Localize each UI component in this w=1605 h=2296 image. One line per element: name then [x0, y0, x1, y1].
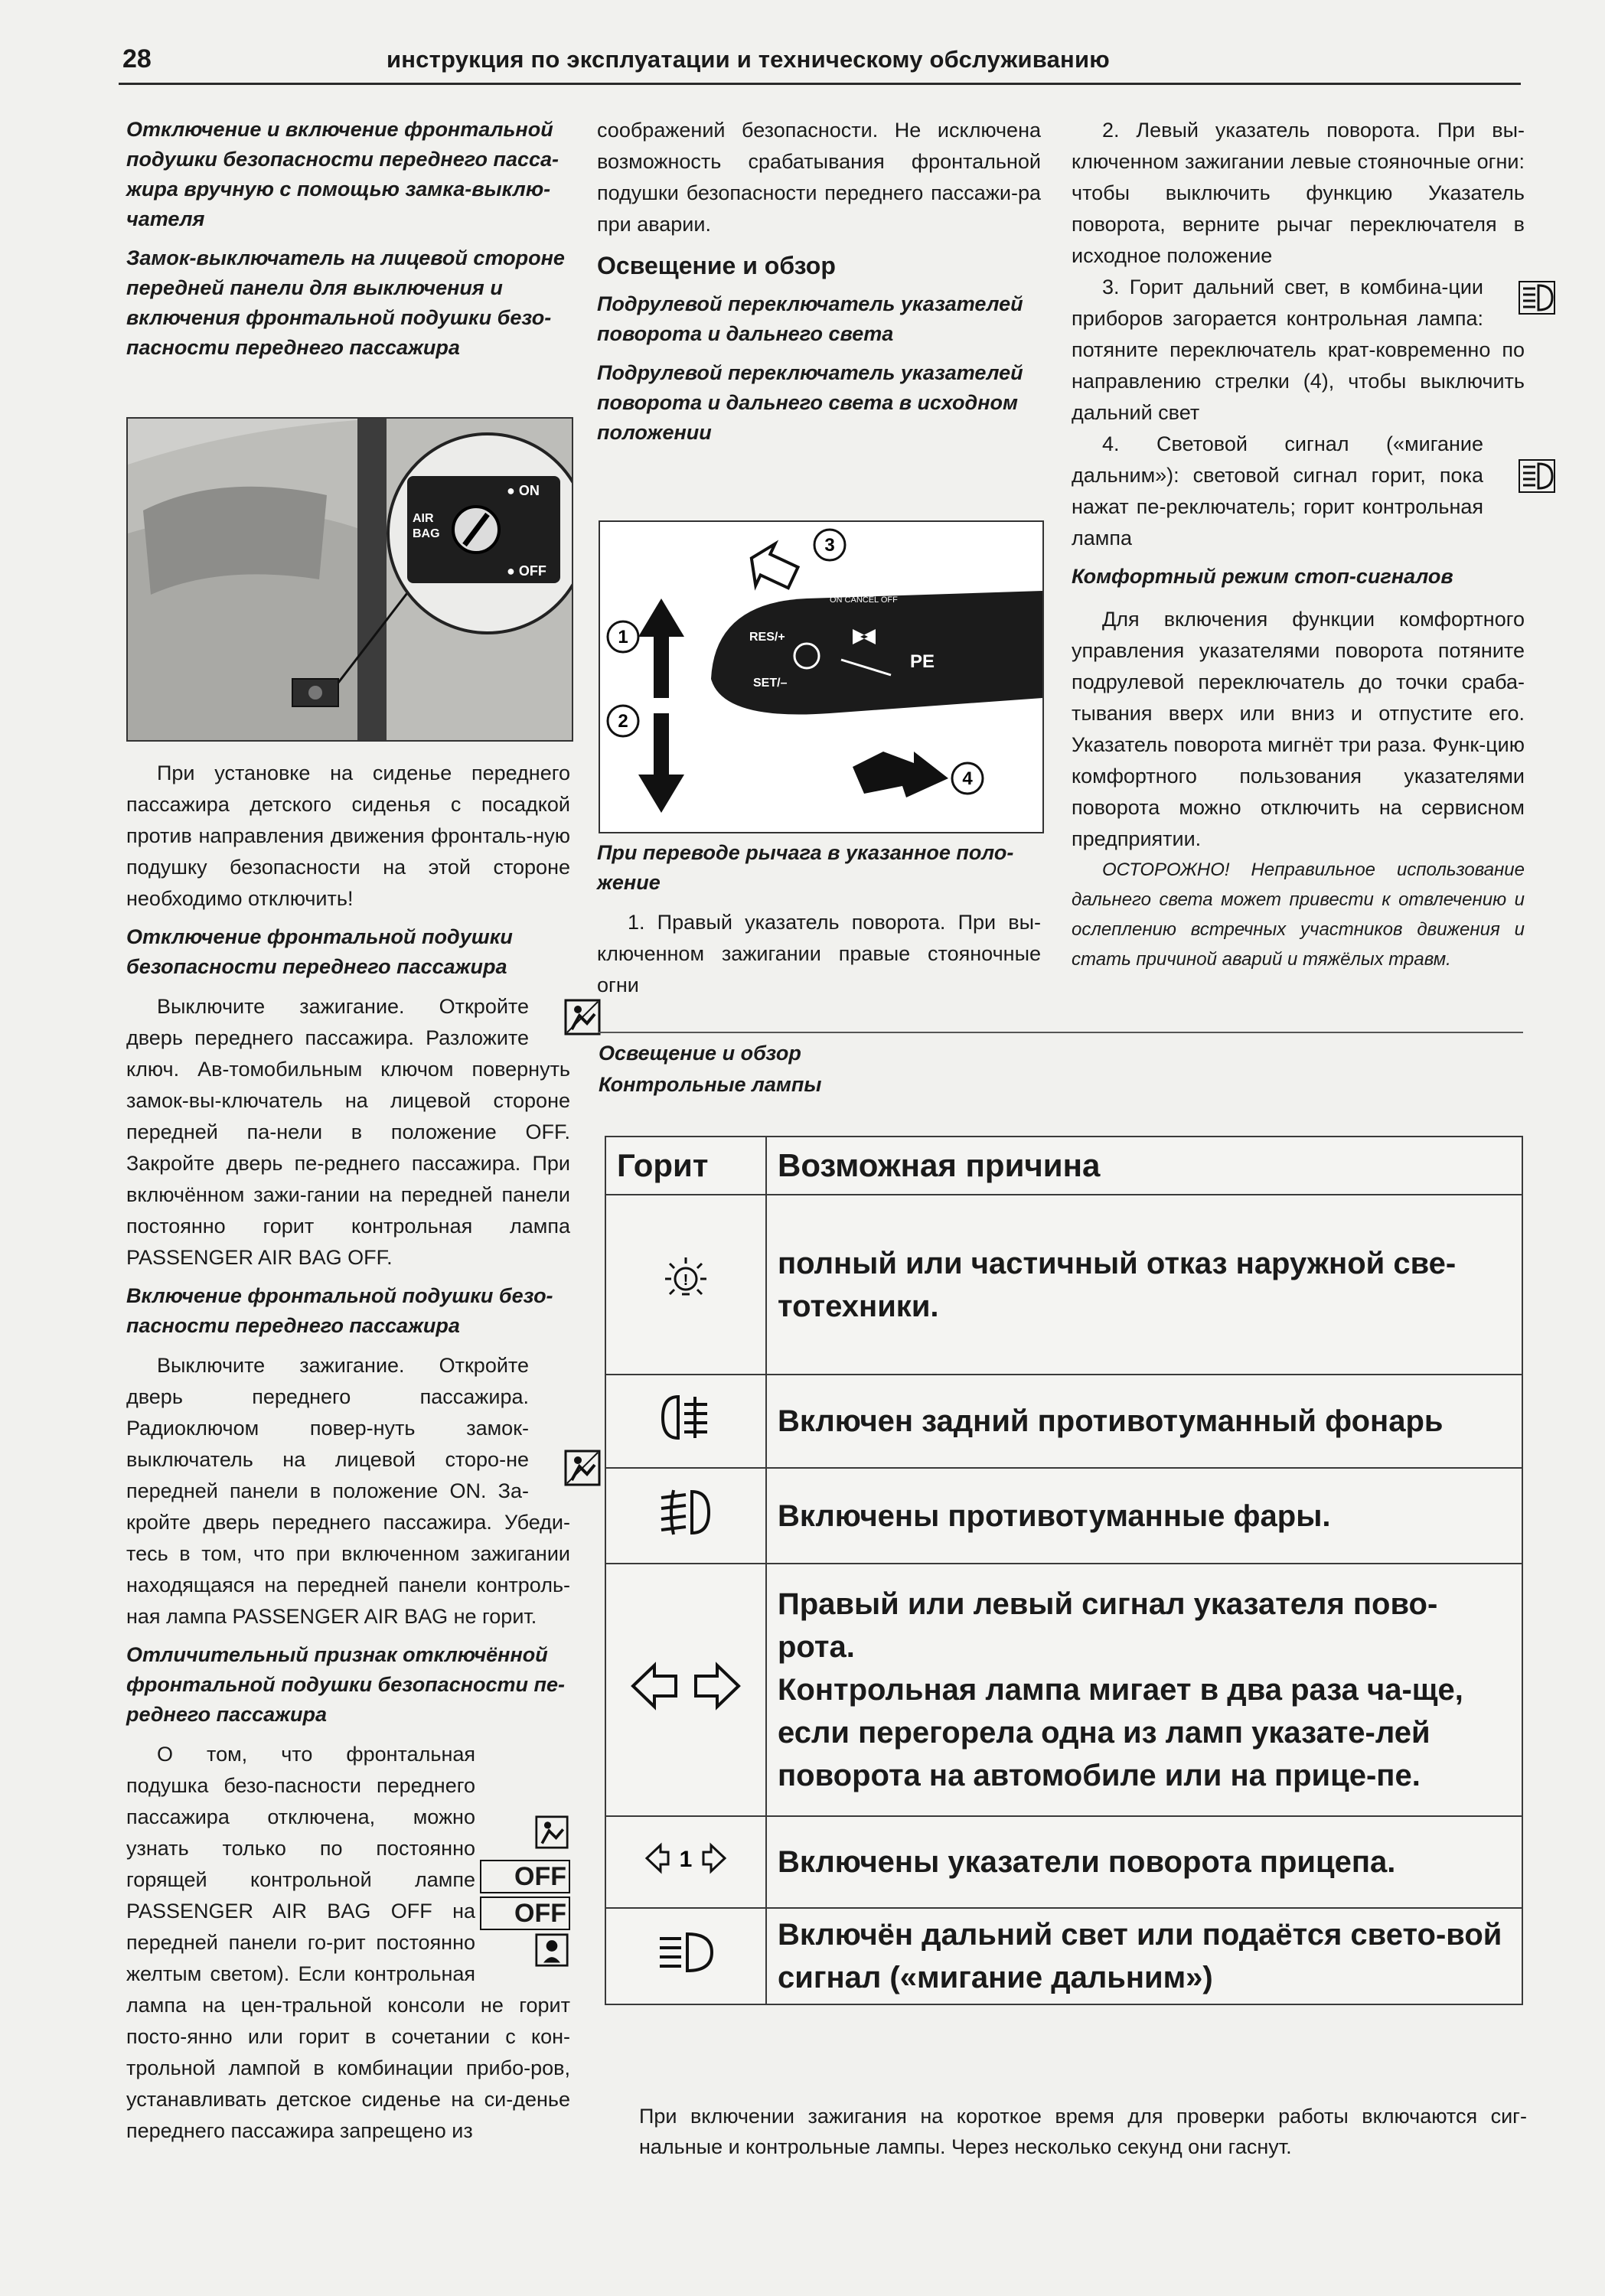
- airbag-switch-photo: [126, 417, 573, 742]
- header-rule: [119, 83, 1521, 85]
- heading-stalk: Подрулевой переключатель указателей поворота и дальнего света: [597, 292, 1023, 345]
- table-row: [605, 1195, 1522, 1375]
- page-number: 28: [122, 44, 152, 73]
- exterior-light-failure-icon: [659, 1254, 713, 1308]
- fig-label-set: SET/–: [753, 677, 788, 690]
- table-cell-text: Включён дальний свет или подаётся свето-вой сигнал («мигание дальним»): [766, 1908, 1522, 2004]
- enable-airbag-text: [126, 1350, 570, 1632]
- fig-label-top: ON CANCEL OFF: [830, 595, 898, 605]
- heading-warning-lamps: Контрольные лампы: [599, 1073, 822, 1096]
- turn-signal-stalk-illustration: [600, 522, 1042, 832]
- page-header-title: инструкция по эксплуатации и техническому обслуживанию: [387, 46, 1110, 73]
- footer-note: При включении зажигания на короткое время для проверки работы включаются сиг-нальные и контрольные лампы. Через несколько секунд они гаснут.: [639, 2105, 1527, 2158]
- disable-airbag-text: [126, 991, 570, 1274]
- column-1-top: [126, 115, 570, 372]
- flash-signal-text: [1072, 429, 1525, 554]
- right-turn-signal-text: 1. Правый указатель поворота. При вы-ключенном зажигании правые стояночные огни: [597, 911, 1041, 996]
- high-beam-text: [1072, 272, 1525, 429]
- airbag-off-indicator-icon: [533, 999, 570, 1035]
- child-seat-warning: При установке на сиденье переднего пассажира детского сиденья с посадкой против направления движения фронталь-ную подушку безопасности на этой стороне необходимо отключить!: [126, 762, 570, 910]
- heading-manual-airbag: Отключение и включение фронтальной подушки безопасности переднего пасса-жира вручную с помощью замка-выклю-чателя: [126, 118, 559, 230]
- heading-lighting: Освещение и обзор: [597, 252, 836, 279]
- table-row: [605, 1468, 1522, 1564]
- off-badge-1: OFF: [480, 1860, 570, 1893]
- airbag-off-sign-text: [126, 1739, 570, 2147]
- left-turn-signal-text: 2. Левый указатель поворота. При вы-ключенном зажигании левые стояночные огни: чтобы выключить функцию Указатель поворота, верните рычаг переключателя в исходное положение: [1072, 119, 1525, 267]
- heading-comfort-signal: Комфортный режим стоп-сигналов: [1072, 565, 1453, 588]
- flash-signal-body: 4. Световой сигнал («мигание дальним»): световой сигнал горит, пока нажат пе-реключатель; горит контрольная лампа: [1072, 432, 1483, 550]
- fig-label-pe: PE: [910, 651, 935, 672]
- photo-label-air: AIR: [413, 512, 434, 525]
- section-rule: [599, 1032, 1523, 1033]
- table-row: [605, 1564, 1522, 1816]
- fig-label-4: 4: [962, 768, 973, 789]
- table-header-row: [605, 1137, 1522, 1195]
- table-cell-icon: [605, 1908, 766, 2004]
- photo-label-on: ● ON: [507, 483, 540, 498]
- airbag-icon-b: [480, 1933, 570, 1976]
- column-1-body: [126, 758, 570, 2147]
- table-cell-text: Включены противотуманные фары.: [766, 1468, 1522, 1564]
- fig-label-2: 2: [618, 711, 628, 732]
- high-beam-indicator-icon: [1488, 281, 1525, 318]
- flash-indicator-icon: [1488, 459, 1525, 496]
- heading-lever-positions: При переводе рычага в указанное поло-жение: [597, 841, 1014, 894]
- enable-airbag-body: Выключите зажигание. Откройте дверь переднего пассажира. Радиоключом повер-нуть замок-выключатель на лицевой сторо-не передней панели в положение ON. За-кройте дверь переднего пассажира. Убеди-тесь в том, что при включенном зажигании находящаяся на передней панели контроль-ная лампа PASSENGER AIR BAG не горит.: [126, 1354, 570, 1628]
- col2-continuation: соображений безопасности. Не исключена возможность срабатывания фронтальной подушки безопасности переднего пассажи-ра при аварии.: [597, 119, 1041, 236]
- table-cell-icon: [605, 1468, 766, 1564]
- section-headings: [599, 1037, 1287, 1101]
- trailer-turn-signal-icon: [644, 1839, 728, 1877]
- high-beam-icon: [655, 1929, 716, 1975]
- table-header-cause: Возможная причина: [766, 1137, 1522, 1195]
- table-cell-text: полный или частичный отказ наружной све-тотехники.: [766, 1195, 1522, 1375]
- front-fog-light-icon: [655, 1486, 716, 1539]
- table-cell-icon: [605, 1816, 766, 1908]
- svg-text:!: !: [683, 1271, 689, 1289]
- heading-key-switch: Замок-выключатель на лицевой стороне передней панели для выключения и включения фронтальной подушки безо-пасности переднего пассажира: [126, 246, 565, 359]
- heading-airbag-off-sign: Отличительный признак отключённой фронтальной подушки безопасности пе-реднего пассажира: [126, 1643, 566, 1726]
- photo-label-off: ● OFF: [507, 563, 546, 579]
- rear-fog-light-icon: [655, 1391, 716, 1444]
- table-cell-text: Включены указатели поворота прицепа.: [766, 1816, 1522, 1908]
- table-cell-icon: [605, 1195, 766, 1375]
- airbag-switch-illustration: [128, 419, 572, 740]
- column-2-body: [597, 838, 1041, 1001]
- heading-stalk-default: Подрулевой переключатель указателей поворота и дальнего света в исходном положении: [597, 361, 1023, 444]
- table-cell-icon: [605, 1564, 766, 1816]
- table-cell-icon: [605, 1375, 766, 1468]
- high-beam-body: 3. Горит дальний свет, в комбина-ции приборов загорается контрольная лампа: потяните переключатель крат-ковременно по направлению стрелки (4), чтобы выключить дальний свет: [1072, 276, 1525, 424]
- fig-label-res: RES/+: [749, 631, 785, 644]
- heading-lighting-2: Освещение и обзор: [599, 1042, 801, 1065]
- airbag-off-icons: [480, 1815, 570, 1976]
- photo-label-bag: BAG: [413, 527, 440, 540]
- table-header-lit: Горит: [605, 1137, 766, 1195]
- turn-signal-arrows-icon: [628, 1659, 743, 1713]
- fig-label-1: 1: [618, 627, 628, 647]
- table-cell-text: Включен задний противотуманный фонарь: [766, 1375, 1522, 1468]
- disable-airbag-body: Выключите зажигание. Откройте дверь переднего пассажира. Разложите ключ. Ав-томобильным ключом повернуть замок-вы-ключатель на лицевой стороне передней па-нели в положение OFF. Закройте дверь пе-реднего пассажира. При включённом зажи-гании на передней панели постоянно горит контрольная лампа PASSENGER AIR BAG OFF.: [126, 995, 570, 1269]
- off-badge-2: OFF: [480, 1896, 570, 1930]
- comfort-signal-text: Для включения функции комфортного управления указателями поворота потяните подрулевой переключатель до точки сраба-тывания вверх или вниз и отпустите его. Указатель поворота мигнёт три раза. Функ-цию комфортного пользования указателями поворота можно отключить на сервисном предприятии.: [1072, 608, 1525, 850]
- heading-enable-airbag: Включение фронтальной подушки безо-пасности переднего пассажира: [126, 1284, 553, 1337]
- column-3: [1072, 115, 1525, 974]
- fig-label-3: 3: [824, 535, 835, 556]
- airbag-icon-a: [480, 1815, 570, 1858]
- stalk-figure: [599, 520, 1044, 833]
- trailer-label: 1: [679, 1847, 693, 1872]
- table-row: [605, 1908, 1522, 2004]
- airbag-indicator-icon: [533, 1450, 570, 1486]
- heading-disable-airbag: Отключение фронтальной подушки безопасности переднего пассажира: [126, 925, 513, 978]
- table-row: [605, 1816, 1522, 1908]
- airbag-off-sign-body: О том, что фронтальная подушка безо-пасности переднего пассажира отключена, можно узнать только по постоянно горящей контрольной лампе PASSENGER AIR BAG OFF на передней панели го-рит постоянно желтым светом). Если контрольная лампа на цен-тральной консоли не горит посто-янно или горит в сочетании с кон-трольной лампой в комбинации прибо-ров, устанавливать детское сиденье на си-денье переднего пассажира запрещено из: [126, 1743, 570, 2142]
- high-beam-warning: ОСТОРОЖНО! Неправильное использование дальнего света может привести к отвлечению и ослеплению встречных участников движения и стать причиной аварий и тяжёлых травм.: [1072, 859, 1525, 970]
- warning-lamps-table: [605, 1136, 1523, 2005]
- column-2-top: [597, 115, 1041, 457]
- table-cell-text: Правый или левый сигнал указателя пово-рота. Контрольная лампа мигает в два раза ча-ще, если перегорела одна из ламп указате-лей поворота на автомобиле или на прице-пе.: [766, 1564, 1522, 1816]
- table-row: [605, 1375, 1522, 1468]
